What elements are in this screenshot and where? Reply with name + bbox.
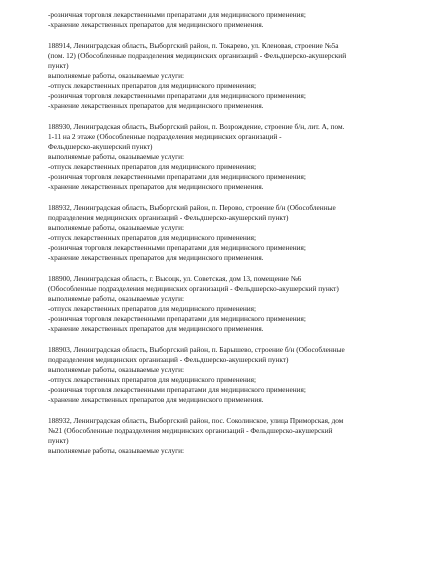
address-line: пункт) <box>48 436 69 445</box>
address-line: подразделения медицинских организаций - Фельдшерско-акушерский пункт) <box>48 355 289 364</box>
address-block <box>48 416 433 456</box>
address-line: Фельдшерско-акушерский пункт) <box>48 142 153 151</box>
text-line: -розничная торговля лекарственными препаратами для медицинского применения; <box>48 10 306 19</box>
service-item: -хранение лекарственных препаратов для медицинского применения. <box>48 253 264 262</box>
document-body <box>48 10 433 456</box>
address-line: подразделения медицинских организаций - Фельдшерско-акушерский пункт) <box>48 213 289 222</box>
service-item: -хранение лекарственных препаратов для медицинского применения. <box>48 101 264 110</box>
address-line: 188932, Ленинградская область, Выборгский район, пос. Соколинское, улица Приморская, дом <box>48 416 344 425</box>
services-heading: выполняемые работы, оказываемые услуги: <box>48 223 185 232</box>
service-item: -хранение лекарственных препаратов для медицинского применения. <box>48 324 264 333</box>
service-item: -отпуск лекарственных препаратов для медицинского применения; <box>48 375 257 384</box>
address-line: 188900, Ленинградская область, г. Высоцк, ул. Советская, дом 13, помещение №6 <box>48 274 302 283</box>
address-line: №21 (Обособленные подразделения медицинских организаций - Фельдшерско-акушерский <box>48 426 333 435</box>
text-block <box>48 10 433 30</box>
service-item: -отпуск лекарственных препаратов для медицинского применения; <box>48 304 257 313</box>
text-line: -хранение лекарственных препаратов для медицинского применения. <box>48 20 264 29</box>
address-line: 188903, Ленинградская область, Выборгский район, п. Барышево, строение б/н (Обособленные <box>48 345 345 354</box>
address-block <box>48 345 433 405</box>
address-block <box>48 41 433 111</box>
address-line: пункт) <box>48 61 69 70</box>
address-line: (Обособленные подразделения медицинских организаций - Фельдшерско-акушерский пункт) <box>48 284 339 293</box>
address-line: 188914, Ленинградская область, Выборгский район, п. Токарево, ул. Кленовая, строение №5а <box>48 41 339 50</box>
services-heading: выполняемые работы, оказываемые услуги: <box>48 152 185 161</box>
address-line: (пом. 12) (Обособленные подразделения медицинских организаций - Фельдшерско-акушерский <box>48 51 347 60</box>
service-item: -розничная торговля лекарственными препаратами для медицинского применения; <box>48 314 306 323</box>
services-heading: выполняемые работы, оказываемые услуги: <box>48 365 185 374</box>
service-item: -розничная торговля лекарственными препаратами для медицинского применения; <box>48 243 306 252</box>
address-block <box>48 122 433 192</box>
address-line: 1-11 на 2 этаже (Обособленные подразделения медицинских организаций - <box>48 132 282 141</box>
address-line: 188932, Ленинградская область, Выборгский район, п. Перово, строение б/н (Обособленные <box>48 203 336 212</box>
service-item: -отпуск лекарственных препаратов для медицинского применения; <box>48 162 257 171</box>
address-block <box>48 274 433 334</box>
service-item: -хранение лекарственных препаратов для медицинского применения. <box>48 395 264 404</box>
address-block <box>48 203 433 263</box>
service-item: -розничная торговля лекарственными препаратами для медицинского применения; <box>48 91 306 100</box>
service-item: -розничная торговля лекарственными препаратами для медицинского применения; <box>48 172 306 181</box>
address-line: 188930, Ленинградская область, Выборгский район, п. Возрождение, строение б/н, лит. А, пом. <box>48 122 345 131</box>
service-item: -хранение лекарственных препаратов для медицинского применения. <box>48 182 264 191</box>
service-item: -отпуск лекарственных препаратов для медицинского применения; <box>48 81 257 90</box>
services-heading: выполняемые работы, оказываемые услуги: <box>48 446 185 455</box>
services-heading: выполняемые работы, оказываемые услуги: <box>48 71 185 80</box>
services-heading: выполняемые работы, оказываемые услуги: <box>48 294 185 303</box>
service-item: -отпуск лекарственных препаратов для медицинского применения; <box>48 233 257 242</box>
service-item: -розничная торговля лекарственными препаратами для медицинского применения; <box>48 385 306 394</box>
